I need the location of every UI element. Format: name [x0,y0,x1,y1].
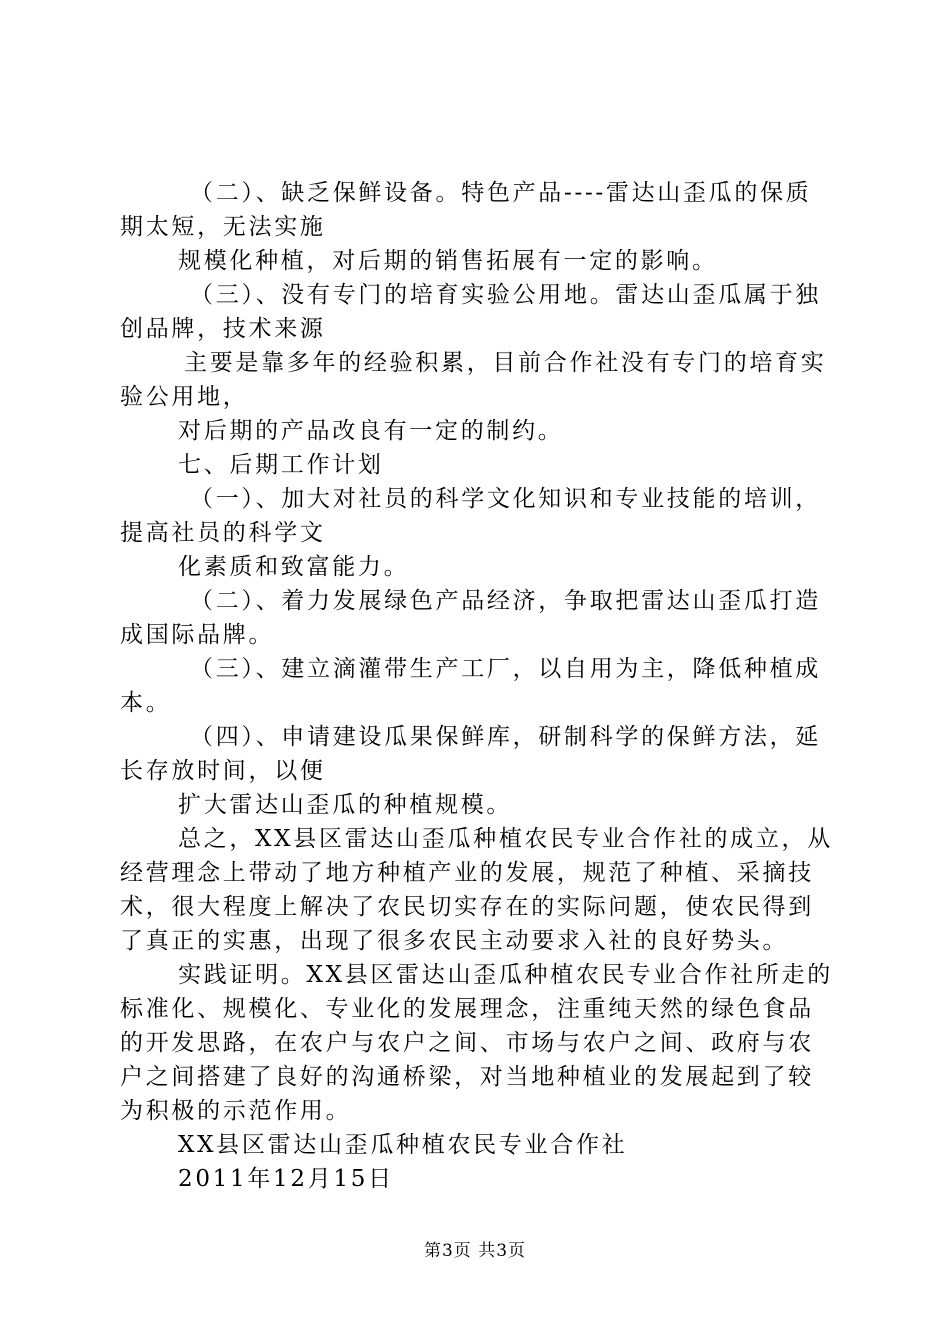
signature-organization: XX县区雷达山歪瓜种植农民专业合作社 [178,1132,628,1158]
body-line: 创品牌，技术来源 [120,316,326,342]
body-line: （二）、缺乏保鲜设备。特色产品----雷达山歪瓜的保质 [190,180,812,206]
body-line: 术，很大程度上解决了农民切实存在的实际问题，使农民得到 [120,894,814,920]
body-line: 规模化种植，对后期的销售拓展有一定的影响。 [178,248,718,274]
body-line: （三）、没有专门的培育实验公用地。雷达山歪瓜属于独 [190,282,821,308]
body-line: 长存放时间，以便 [120,758,326,784]
body-line: 验公用地， [120,384,249,410]
body-line: 对后期的产品改良有一定的制约。 [178,418,564,444]
body-line: 为积极的示范作用。 [120,1098,352,1124]
body-line: 提高社员的科学文 [120,520,326,546]
body-line: （二）、着力发展绿色产品经济，争取把雷达山歪瓜打造 [190,588,821,614]
body-line: 主要是靠多年的经验积累，目前合作社没有专门的培育实 [184,350,827,376]
body-line: （三）、建立滴灌带生产工厂，以自用为主，降低种植成 [190,656,821,682]
body-line: 扩大雷达山歪瓜的种植规模。 [178,792,513,818]
signature-date: 2011年12月15日 [178,1166,394,1192]
section-heading: 七、后期工作计划 [178,452,384,478]
body-line: 期太短，无法实施 [120,214,326,240]
body-line: 了真正的实惠，出现了很多农民主动要求入社的良好势头。 [120,928,789,954]
body-line: 的开发思路，在农户与农户之间、市场与农户之间、政府与农 [120,1030,814,1056]
page-number-footer: 第3页 共3页 [423,1241,527,1261]
body-line: 实践证明。XX县区雷达山歪瓜种植农民专业合作社所走的 [178,962,833,988]
body-line: （一）、加大对社员的科学文化知识和专业技能的培训， [190,486,821,512]
body-line: 经营理念上带动了地方种植产业的发展，规范了种植、采摘技 [120,860,814,886]
body-line: 户之间搭建了良好的沟通桥梁，对当地种植业的发展起到了较 [120,1064,814,1090]
body-line: （四）、申请建设瓜果保鲜库，研制科学的保鲜方法，延 [190,724,821,750]
body-line: 化素质和致富能力。 [178,554,410,580]
body-line: 标准化、规模化、专业化的发展理念，注重纯天然的绿色食品 [120,996,814,1022]
body-line: 成国际品牌。 [120,622,275,648]
body-line: 总之，XX县区雷达山歪瓜种植农民专业合作社的成立，从 [178,826,833,852]
body-line: 本。 [120,690,172,716]
